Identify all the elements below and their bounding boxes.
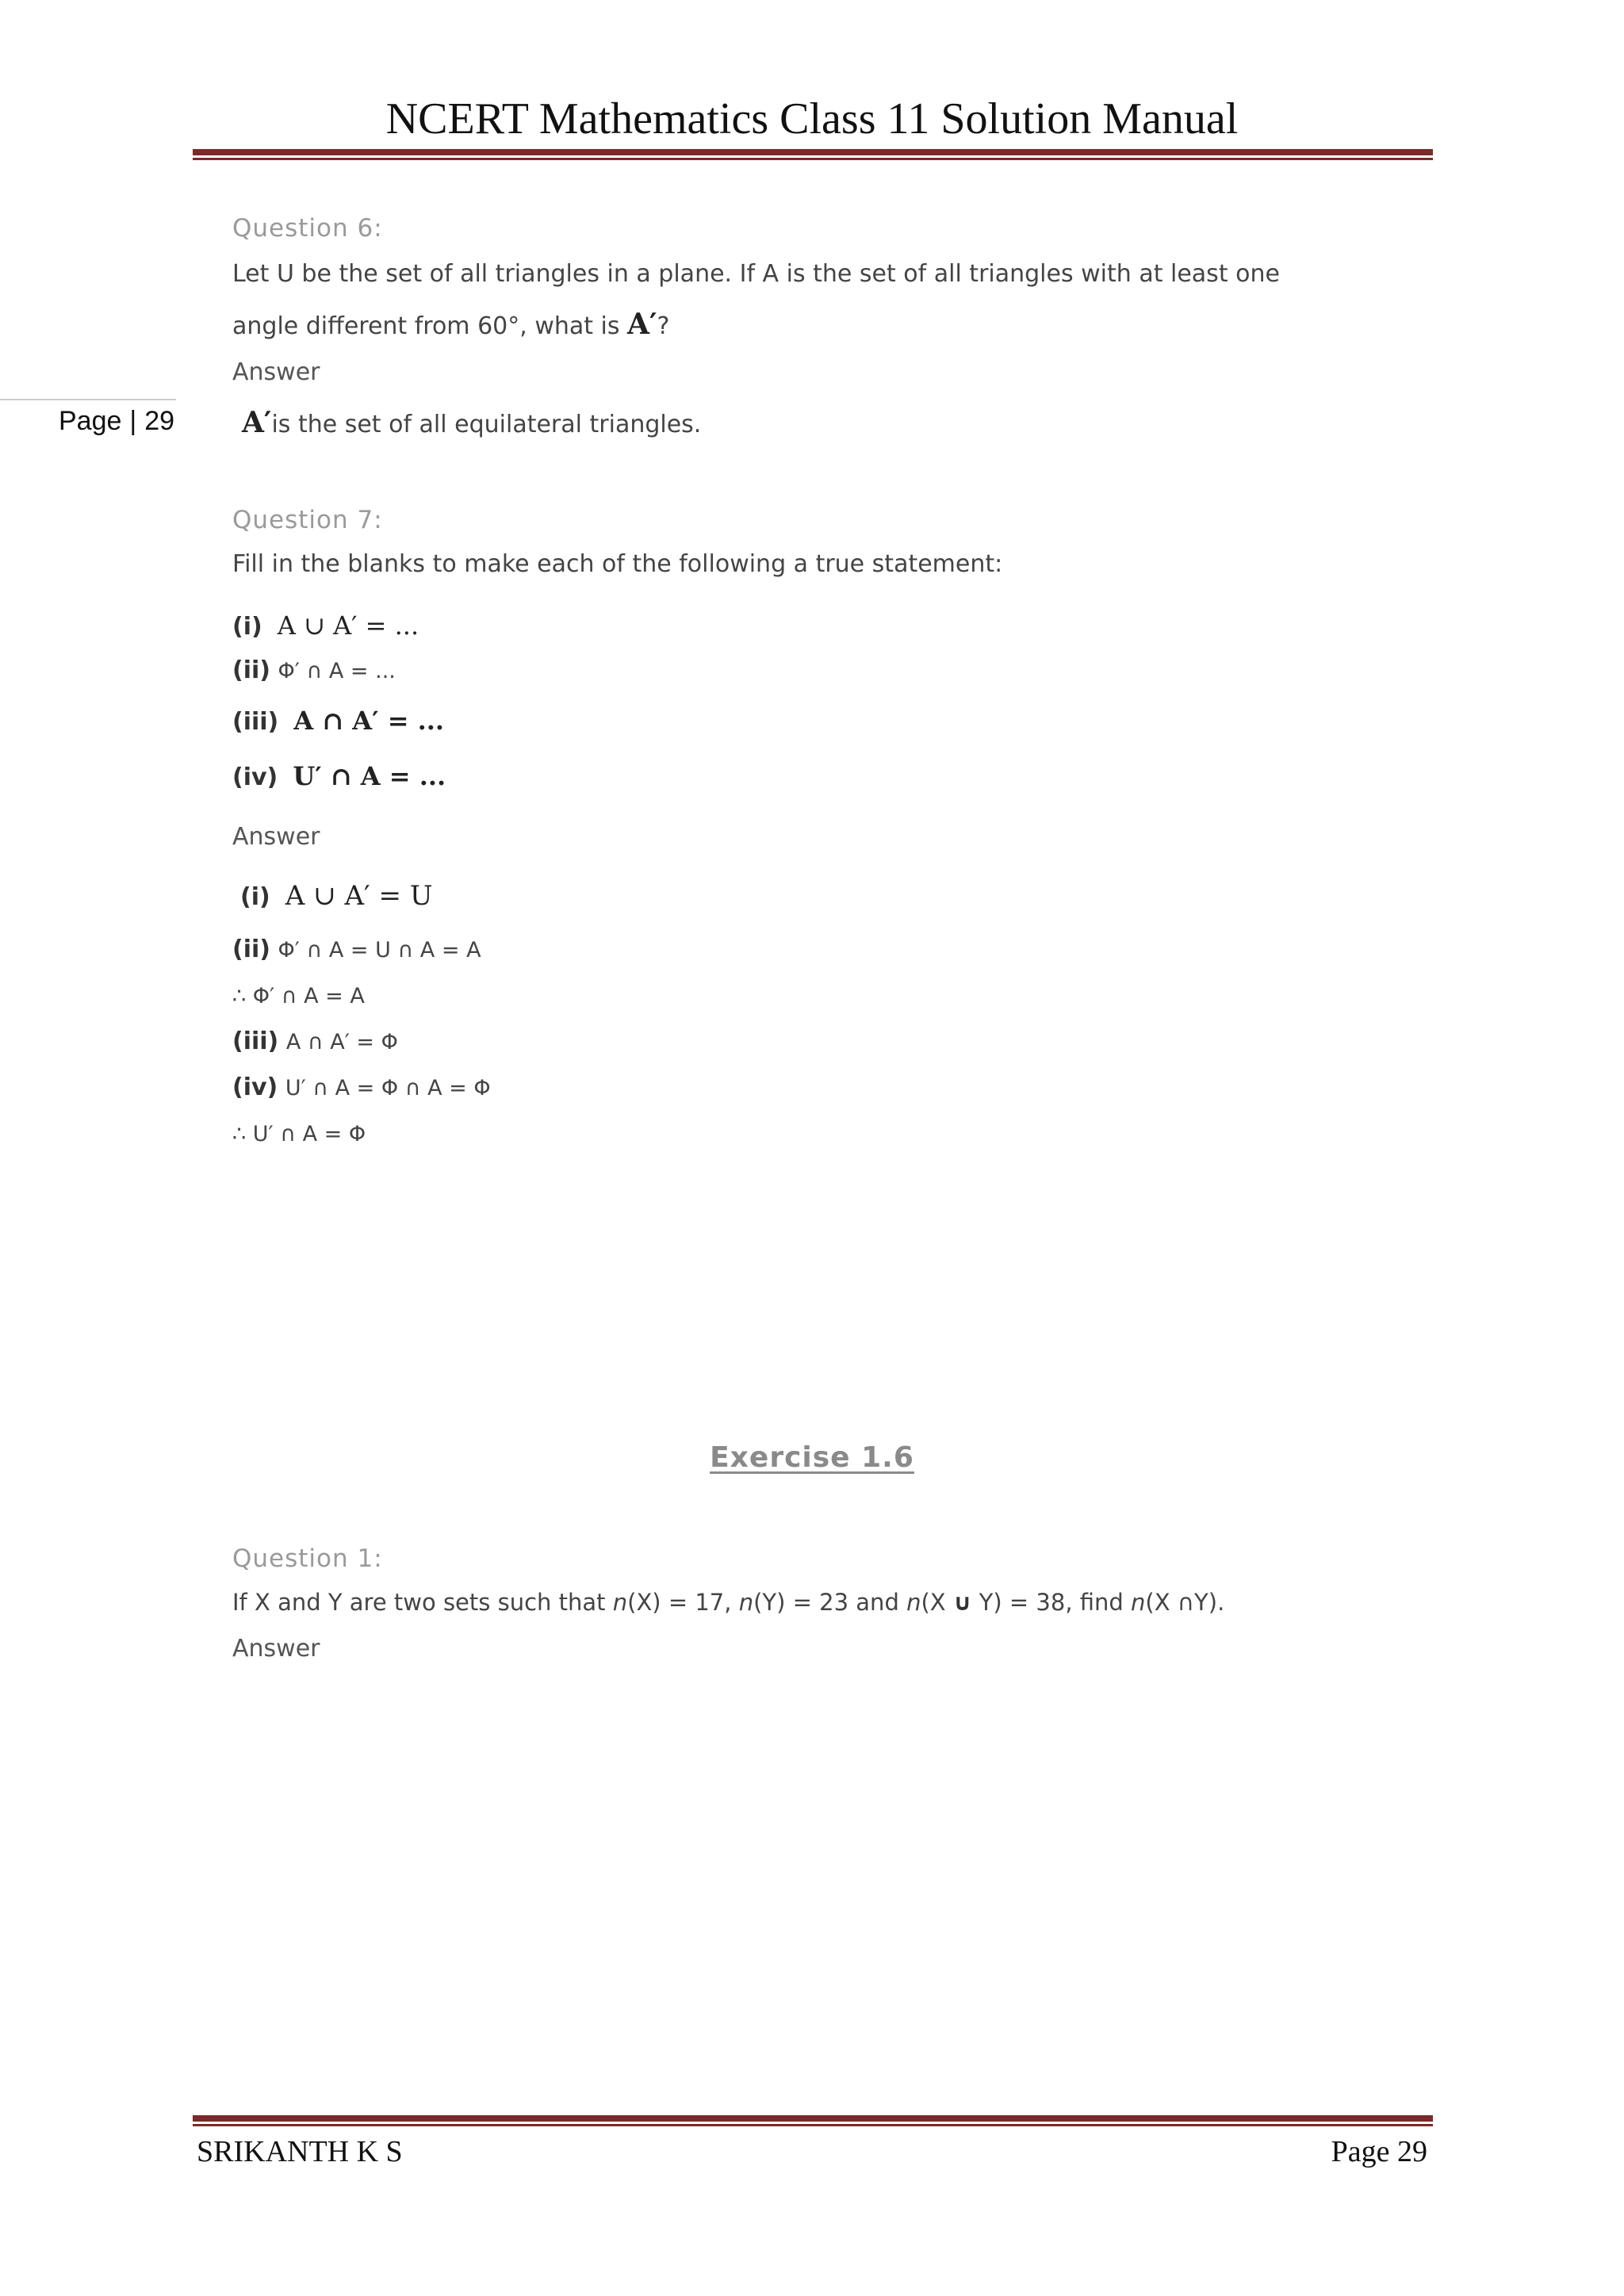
q6-label: Question 6: [232, 214, 383, 243]
q7-item-num: (iv) [232, 763, 278, 791]
q7-answer-line [232, 1073, 491, 1101]
ex-q1-n: n [738, 1589, 754, 1616]
q6-text-symbol: A′ [627, 308, 657, 341]
q7-item [232, 706, 444, 736]
q7-answer-num: (i) [240, 883, 270, 911]
q7-answer-num: (ii) [232, 936, 270, 963]
ex-q1-text-part: Y) = 38, find [971, 1589, 1132, 1616]
footer-page: Page 29 [1331, 2135, 1427, 2168]
q6-answer [242, 406, 701, 439]
q7-item-expr: A ∩ A′ = ... [293, 706, 445, 736]
ex-q1-text-part: (X ∩Y). [1145, 1589, 1225, 1616]
ex-q1-text [232, 1589, 1224, 1616]
ex-q1-n: n [612, 1589, 628, 1616]
q6-text-line2 [232, 308, 669, 341]
q7-answer-line [232, 936, 481, 963]
q7-answer-expr: U′ ∩ A = Φ ∩ A = Φ [285, 1076, 491, 1100]
q7-answer-expr: A ∪ A′ = U [285, 880, 433, 912]
q6-text-line2-main: angle different from 60°, what is [232, 312, 628, 340]
q6-answer-label: Answer [232, 358, 320, 386]
q7-answer-line [232, 1119, 366, 1147]
q7-answer-line [232, 982, 365, 1009]
q7-item-expr: A ∪ A′ = ... [277, 610, 419, 641]
q7-item [232, 761, 446, 791]
side-page-number: 29 [144, 406, 175, 436]
side-page-word: Page [59, 406, 122, 436]
footer-rule [193, 2115, 1433, 2122]
side-page-separator: | [129, 406, 137, 436]
q7-item-num: (i) [232, 613, 262, 641]
q7-item-expr: Φ′ ∩ A = ... [278, 659, 396, 683]
q7-item-num: (iii) [232, 708, 279, 736]
q7-answer-expr: Φ′ ∩ A = U ∩ A = A [278, 938, 481, 962]
q7-answer-expr: ∴ Φ′ ∩ A = A [232, 984, 365, 1008]
q7-item-expr: U′ ∩ A = ... [293, 761, 446, 791]
ex-q1-n: n [906, 1589, 921, 1616]
header-title: NCERT Mathematics Class 11 Solution Manual [385, 94, 1239, 144]
q6-answer-text: is the set of all equilateral triangles. [271, 411, 702, 438]
ex-q1-text-part: (X) = 17, [627, 1589, 739, 1616]
ex-q1-text-part: (X [921, 1589, 953, 1616]
footer-rule-thin [193, 2124, 1433, 2126]
side-divider [0, 399, 176, 400]
q7-answer-num: (iv) [232, 1073, 278, 1101]
header-rule [193, 149, 1433, 155]
q6-answer-symbol: A′ [242, 406, 272, 439]
q7-answer-line [240, 880, 433, 912]
exercise-heading [0, 1441, 1624, 1474]
ex-q1-union-symbol: ∪ [952, 1589, 972, 1616]
q7-item-num: (ii) [232, 656, 270, 684]
q7-answer-num: (iii) [232, 1027, 279, 1055]
header-rule-thin [193, 158, 1433, 160]
q7-text: Fill in the blanks to make each of the following a true statement: [232, 550, 1003, 578]
ex-q1-label: Question 1: [232, 1544, 383, 1573]
ex-q1-text-part: (Y) = 23 and [753, 1589, 907, 1616]
q7-answer-expr: A ∩ A′ = Φ [285, 1030, 398, 1054]
ex-q1-n: n [1131, 1589, 1146, 1616]
q6-text-line1: Let U be the set of all triangles in a plane. If A is the set of all triangles with at least one [232, 260, 1280, 288]
footer-author: SRIKANTH K S [197, 2135, 403, 2168]
q6-text-end: ? [657, 312, 670, 340]
ex-q1-text-part: If X and Y are two sets such that [232, 1589, 613, 1616]
q7-answer-line [232, 1027, 398, 1055]
side-page-label [59, 406, 174, 437]
q7-answer-expr: ∴ U′ ∩ A = Φ [232, 1122, 366, 1146]
q7-item [232, 656, 396, 684]
q7-label: Question 7: [232, 506, 383, 534]
exercise-title: Exercise 1.6 [710, 1441, 914, 1474]
ex-q1-answer-label: Answer [232, 1635, 320, 1663]
q7-item [232, 610, 419, 641]
q7-answer-label: Answer [232, 823, 320, 851]
